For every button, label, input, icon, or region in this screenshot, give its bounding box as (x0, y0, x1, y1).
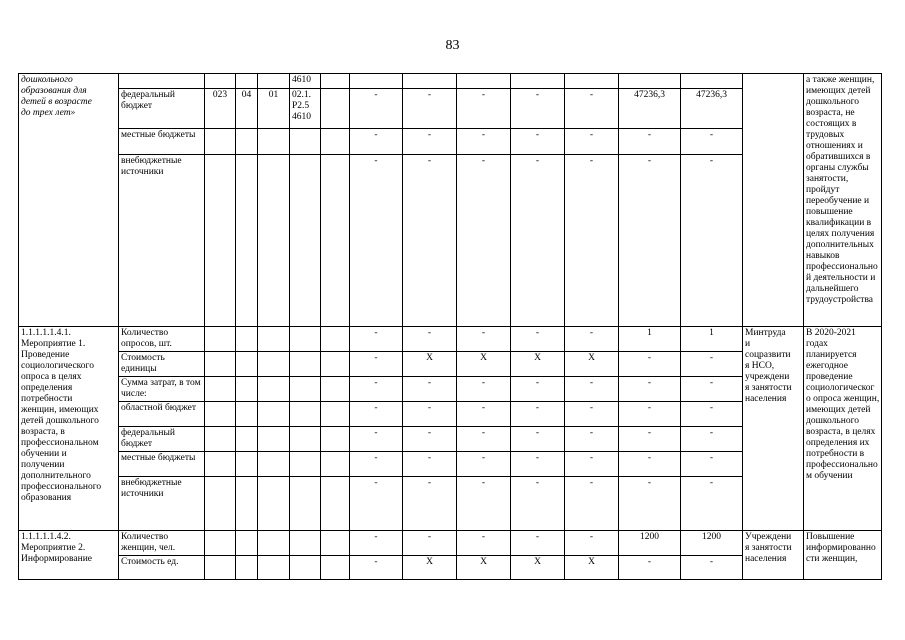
measure-name-cell (19, 531, 119, 580)
indicator-cell: федеральный бюджет (119, 89, 205, 129)
code-cell-line: 02.1. (292, 90, 311, 100)
result-cell-line: о опроса женщин, (806, 394, 880, 404)
value-cell: - (565, 531, 619, 556)
value-cell: - (619, 477, 681, 531)
measure-name-cell-line: детей в возрасте (21, 97, 92, 107)
value-cell: - (350, 352, 403, 377)
measure-name-cell-line: 1.1.1.1.1.4.1. (21, 328, 71, 338)
result-cell-line: имеющих детей (806, 405, 871, 415)
code-cell (290, 327, 321, 352)
result-cell-line: м обучении (806, 471, 853, 481)
value-cell: - (457, 377, 511, 402)
value-cell: 1200 (619, 531, 681, 556)
value-cell: - (350, 402, 403, 427)
value-cell: - (619, 377, 681, 402)
code-cell (205, 74, 236, 89)
value-cell: - (511, 452, 565, 477)
code-cell (290, 377, 321, 402)
result-cell-line: возраста, в целях (806, 427, 876, 437)
measure-name-cell-line: получении (21, 460, 65, 470)
value-cell: X (565, 556, 619, 580)
code-cell (258, 74, 290, 89)
code-cell (290, 452, 321, 477)
value-cell: - (511, 129, 565, 155)
code-cell (205, 531, 236, 556)
value-cell: - (681, 352, 743, 377)
code-cell (205, 377, 236, 402)
value-cell: - (403, 402, 457, 427)
measure-name-cell (19, 74, 119, 327)
value-cell: - (565, 89, 619, 129)
result-cell-line: потребности в (806, 449, 865, 459)
value-cell: - (403, 155, 457, 327)
result-cell-line: профессионально (806, 460, 878, 470)
code-cell (205, 352, 236, 377)
indicator-cell: федеральный бюджет (119, 427, 205, 452)
code-cell (258, 452, 290, 477)
indicator-cell: Стоимость ед. (119, 556, 205, 580)
value-cell: - (511, 327, 565, 352)
executor-cell-line: соцразвити (745, 350, 791, 360)
code-cell (290, 352, 321, 377)
value-cell: X (403, 556, 457, 580)
measure-name-cell-line: Мероприятие 2. (21, 543, 86, 553)
value-cell: - (619, 129, 681, 155)
result-cell-line: целях получения (806, 229, 875, 239)
value-cell: - (350, 556, 403, 580)
value-cell: - (681, 556, 743, 580)
value-cell: - (403, 427, 457, 452)
code-cell (205, 452, 236, 477)
measure-name-cell-line: возраста, в (21, 427, 65, 437)
indicator-cell: Количество опросов, шт. (119, 327, 205, 352)
value-cell: - (457, 155, 511, 327)
value-cell: 1 (681, 327, 743, 352)
code-cell (290, 477, 321, 531)
result-cell-line: переобучение и (806, 196, 870, 206)
value-cell (681, 74, 743, 89)
code-cell (205, 477, 236, 531)
code-cell (290, 402, 321, 427)
code-cell-line: P2.5 (292, 101, 310, 111)
result-cell-line: социологическог (806, 383, 875, 393)
value-cell: - (350, 452, 403, 477)
value-cell: - (619, 452, 681, 477)
result-cell-line: трудовых (806, 130, 845, 140)
code-cell (236, 477, 258, 531)
value-cell: - (681, 452, 743, 477)
code-cell (321, 452, 350, 477)
code-cell (290, 89, 321, 129)
value-cell: 1200 (681, 531, 743, 556)
value-cell: - (681, 129, 743, 155)
value-cell: X (457, 556, 511, 580)
executor-cell-line: и (745, 339, 751, 349)
value-cell (565, 74, 619, 89)
value-cell: - (457, 452, 511, 477)
indicator-cell: внебюджетные источники (119, 155, 205, 327)
result-cell-line: планируется (806, 350, 857, 360)
indicator-cell: Стоимость единицы (119, 352, 205, 377)
result-cell-line: повышение (806, 207, 853, 217)
value-cell (350, 74, 403, 89)
value-cell: - (457, 129, 511, 155)
executor-cell (743, 531, 804, 580)
value-cell: - (350, 477, 403, 531)
measure-name-cell-line: образования (21, 493, 72, 503)
measure-name-cell-line: 1.1.1.1.1.4.2. (21, 532, 71, 542)
measure-name-cell-line: Проведение (21, 350, 70, 360)
executor-cell-line: я НСО, (745, 361, 775, 371)
measure-name-cell (19, 327, 119, 531)
value-cell: X (457, 352, 511, 377)
executor-cell-line: я занятости (745, 383, 792, 393)
result-cell-line: годах (806, 339, 828, 349)
code-cell (258, 377, 290, 402)
value-cell: - (681, 155, 743, 327)
code-cell: 4610 (290, 74, 321, 89)
value-cell: 47236,3 (681, 89, 743, 129)
value-cell: - (457, 327, 511, 352)
code-cell (236, 377, 258, 402)
measure-name-cell-line: опроса в целях (21, 372, 82, 382)
code-cell (321, 129, 350, 155)
code-cell (258, 129, 290, 155)
code-cell (236, 531, 258, 556)
code-cell (321, 402, 350, 427)
value-cell: - (619, 402, 681, 427)
value-cell: - (511, 427, 565, 452)
value-cell: - (511, 531, 565, 556)
measure-name-cell-line: определения (21, 383, 73, 393)
measure-name-cell-line: образования для (21, 86, 87, 96)
code-cell (205, 427, 236, 452)
code-cell (258, 155, 290, 327)
code-cell (258, 352, 290, 377)
value-cell (457, 74, 511, 89)
code-cell (236, 556, 258, 580)
measure-name-cell-line: Мероприятие 1. (21, 339, 86, 349)
executor-cell (743, 74, 804, 327)
executor-cell-line: Учреждени (745, 532, 792, 542)
indicator-cell: Сумма затрат, в том числе: (119, 377, 205, 402)
result-cell-line: проведение (806, 372, 853, 382)
value-cell: - (457, 531, 511, 556)
code-cell (236, 352, 258, 377)
code-cell (321, 352, 350, 377)
value-cell: - (681, 477, 743, 531)
table-row (19, 327, 882, 352)
value-cell: - (565, 377, 619, 402)
code-cell (290, 155, 321, 327)
code-cell (258, 427, 290, 452)
measure-name-cell-line: детей дошкольного (21, 416, 99, 426)
code-cell (290, 531, 321, 556)
value-cell: X (565, 352, 619, 377)
result-cell-line: состоящих в (806, 119, 857, 129)
result-cell-line: дошкольного (806, 416, 859, 426)
code-cell: 023 (205, 89, 236, 129)
measure-name-cell-line: дошкольного (21, 75, 73, 85)
table-row (19, 74, 882, 89)
measure-name-cell-line: обучении и (21, 449, 67, 459)
value-cell (403, 74, 457, 89)
value-cell: - (565, 452, 619, 477)
code-cell (236, 402, 258, 427)
measure-name-cell-line: потребности (21, 394, 73, 404)
value-cell: - (511, 402, 565, 427)
page-number: 83 (445, 38, 460, 53)
code-cell (258, 556, 290, 580)
value-cell: - (565, 477, 619, 531)
code-cell (290, 427, 321, 452)
result-cell-line: В 2020-2021 (806, 328, 856, 338)
result-cell-line: Повышение (806, 532, 855, 542)
measure-name-cell-line: Информирование (21, 554, 93, 564)
result-cell-line: й деятельности и (806, 273, 876, 283)
code-cell (205, 155, 236, 327)
result-cell-line: информированно (806, 543, 876, 553)
value-cell: - (350, 377, 403, 402)
result-cell (804, 327, 882, 531)
executor-cell-line: Минтруда (745, 328, 786, 338)
value-cell: - (619, 155, 681, 327)
indicator-cell: внебюджетные источники (119, 477, 205, 531)
code-cell (321, 556, 350, 580)
result-cell-line: дальнейшего (806, 284, 859, 294)
value-cell: - (681, 427, 743, 452)
value-cell: - (350, 327, 403, 352)
value-cell: - (350, 155, 403, 327)
code-cell (236, 452, 258, 477)
result-cell (804, 531, 882, 580)
result-cell-line: дошкольного (806, 97, 859, 107)
result-cell-line: а также женщин, (806, 75, 875, 85)
code-cell (205, 402, 236, 427)
value-cell: - (457, 402, 511, 427)
result-cell-line: отношениях и (806, 141, 863, 151)
result-cell-line: сти женщин, (806, 554, 858, 564)
value-cell: - (350, 89, 403, 129)
table-row (19, 531, 882, 556)
result-cell-line: обратившихся в (806, 152, 871, 162)
value-cell: - (403, 89, 457, 129)
value-cell: - (511, 89, 565, 129)
value-cell (321, 89, 350, 129)
measure-name-cell-line: дополнительного (21, 471, 91, 481)
code-cell (205, 327, 236, 352)
code-cell (258, 327, 290, 352)
value-cell: - (403, 452, 457, 477)
value-cell: X (511, 352, 565, 377)
indicator-cell (119, 74, 205, 89)
code-cell (321, 477, 350, 531)
value-cell: - (565, 327, 619, 352)
result-cell-line: дополнительных (806, 240, 874, 250)
measure-name-cell-line: социологического (21, 361, 94, 371)
result-cell-line: определения их (806, 438, 870, 448)
result-cell-line: органы службы (806, 163, 869, 173)
value-cell: - (511, 377, 565, 402)
code-cell (236, 427, 258, 452)
result-cell-line: имеющих детей (806, 86, 871, 96)
code-cell-line: 4610 (292, 112, 311, 122)
result-cell-line: возраста, не (806, 108, 855, 118)
result-cell-line: ежегодное (806, 361, 849, 371)
measure-name-cell-line: профессиональном (21, 438, 99, 448)
value-cell: X (403, 352, 457, 377)
value-cell: - (565, 155, 619, 327)
value-cell: - (403, 377, 457, 402)
result-cell-line: трудоустройства (806, 295, 874, 305)
indicator-cell: областной бюджет (119, 402, 205, 427)
value-cell: - (619, 352, 681, 377)
value-cell: - (350, 427, 403, 452)
code-cell (258, 402, 290, 427)
indicator-cell: местные бюджеты (119, 452, 205, 477)
code-cell (205, 129, 236, 155)
indicator-cell: местные бюджеты (119, 129, 205, 155)
code-cell (321, 427, 350, 452)
value-cell (511, 74, 565, 89)
measure-name-cell-line: профессионального (21, 482, 102, 492)
executor-cell (743, 327, 804, 531)
result-cell (804, 74, 882, 327)
value-cell: 47236,3 (619, 89, 681, 129)
code-cell (321, 377, 350, 402)
measures-table (18, 73, 882, 580)
code-cell: 01 (258, 89, 290, 129)
code-cell (236, 327, 258, 352)
code-cell (236, 74, 258, 89)
value-cell: - (565, 402, 619, 427)
result-cell-line: квалификации в (806, 218, 872, 228)
indicator-cell: Количество женщин, чел. (119, 531, 205, 556)
result-cell-line: профессионально (806, 262, 878, 272)
value-cell (619, 74, 681, 89)
value-cell: 1 (619, 327, 681, 352)
value-cell: - (457, 89, 511, 129)
value-cell: - (681, 402, 743, 427)
value-cell: - (565, 129, 619, 155)
executor-cell-line: населения (745, 554, 787, 564)
value-cell: - (457, 427, 511, 452)
value-cell: - (511, 155, 565, 327)
value-cell: X (511, 556, 565, 580)
value-cell: - (619, 427, 681, 452)
value-cell: - (403, 129, 457, 155)
result-cell-line: навыков (806, 251, 840, 261)
result-cell-line: занятости, (806, 174, 849, 184)
measure-name-cell-line: до трех лет» (21, 108, 76, 118)
value-cell: - (403, 477, 457, 531)
value-cell: - (350, 531, 403, 556)
value-cell: - (681, 377, 743, 402)
code-cell (236, 155, 258, 327)
code-cell (258, 531, 290, 556)
value-cell: - (565, 427, 619, 452)
code-cell (205, 556, 236, 580)
executor-cell-line: учреждени (745, 372, 790, 382)
result-cell-line: пройдут (806, 185, 840, 195)
value-cell: - (457, 477, 511, 531)
code-cell (321, 155, 350, 327)
code-cell: 04 (236, 89, 258, 129)
value-cell: - (350, 129, 403, 155)
value-cell: - (511, 477, 565, 531)
code-cell (290, 129, 321, 155)
measure-name-cell-line: женщин, имеющих (21, 405, 99, 415)
value-cell: - (403, 327, 457, 352)
code-cell (290, 556, 321, 580)
value-cell (321, 74, 350, 89)
value-cell: - (619, 556, 681, 580)
code-cell (321, 327, 350, 352)
code-cell (321, 531, 350, 556)
code-cell (258, 477, 290, 531)
executor-cell-line: я занятости (745, 543, 792, 553)
value-cell: - (403, 531, 457, 556)
executor-cell-line: населения (745, 394, 787, 404)
code-cell (236, 129, 258, 155)
